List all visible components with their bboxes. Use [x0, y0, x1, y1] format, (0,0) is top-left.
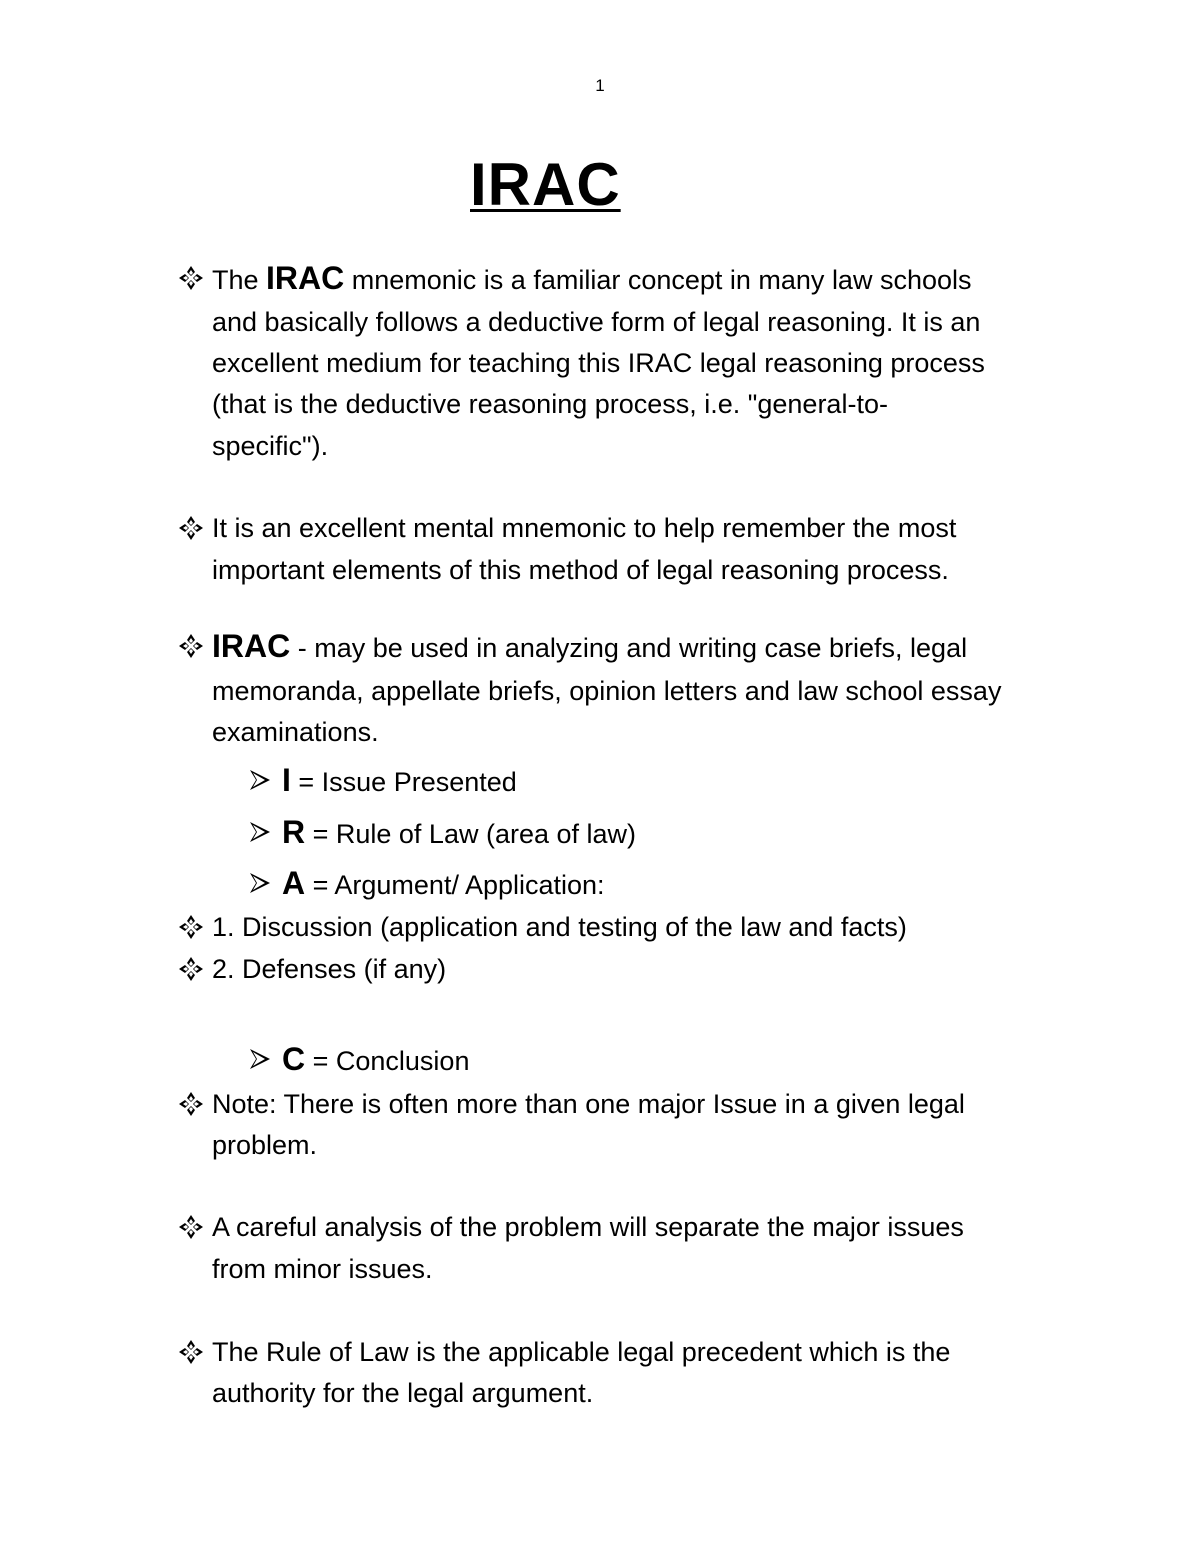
usage-line2: memoranda, appellate briefs, opinion letters and law school essay — [212, 676, 1002, 706]
mnemonic-line2: important elements of this method of legal reasoning process. — [212, 555, 949, 585]
sub-letter: I — [282, 762, 291, 798]
bullet-careful-analysis — [178, 1207, 964, 1247]
bullet-paragraph-usage — [178, 626, 967, 668]
sub-letter: C — [282, 1041, 306, 1077]
rule-line1: The Rule of Law is the applicable legal precedent which is the — [212, 1337, 951, 1367]
sub-text: = Issue Presented — [290, 767, 517, 797]
intro-line2: and basically follows a deductive form of legal reasoning. It is an — [212, 307, 981, 337]
intro-line1: mnemonic is a familiar concept in many law schools — [344, 265, 972, 295]
careful-line2: from minor issues. — [212, 1254, 433, 1284]
sub-text: = Argument/ Application: — [305, 870, 605, 900]
defenses-text: 2. Defenses (if any) — [212, 954, 447, 984]
diamond-bullet-icon — [178, 956, 204, 982]
bullet-paragraph-intro — [178, 258, 972, 300]
intro-pre: The — [212, 265, 267, 295]
bullet-defenses — [178, 949, 446, 989]
page-number: 1 — [595, 76, 605, 95]
diamond-bullet-icon — [178, 633, 204, 659]
arrow-bullet-icon — [248, 768, 272, 792]
mnemonic-line1: It is an excellent mental mnemonic to help remember the most — [212, 513, 957, 543]
intro-line5: specific"). — [212, 431, 329, 461]
diamond-bullet-icon — [178, 515, 204, 541]
diamond-bullet-icon — [178, 914, 204, 940]
discussion-text: 1. Discussion (application and testing of the law and facts) — [212, 912, 907, 942]
sub-item-issue — [248, 760, 517, 802]
irac-keyword: IRAC — [212, 628, 291, 664]
usage-line3: examinations. — [212, 717, 379, 747]
note-line1: Note: There is often more than one major Issue in a given legal — [212, 1089, 965, 1119]
bullet-note — [178, 1084, 965, 1124]
intro-line3: excellent medium for teaching this IRAC legal reasoning process — [212, 348, 985, 378]
bullet-discussion — [178, 907, 907, 947]
sub-letter: R — [282, 814, 306, 850]
irac-keyword: IRAC — [266, 260, 345, 296]
diamond-bullet-icon — [178, 1214, 204, 1240]
bullet-rule-of-law — [178, 1332, 950, 1372]
diamond-bullet-icon — [178, 1339, 204, 1365]
diamond-bullet-icon — [178, 1091, 204, 1117]
arrow-bullet-icon — [248, 871, 272, 895]
intro-line4: (that is the deductive reasoning process, i.e. "general-to- — [212, 389, 888, 419]
sub-item-argument — [248, 863, 605, 905]
sub-item-rule — [248, 812, 636, 854]
arrow-bullet-icon — [248, 1047, 272, 1071]
careful-line1: A careful analysis of the problem will separate the major issues — [212, 1212, 964, 1242]
diamond-bullet-icon — [178, 265, 204, 291]
sub-letter: A — [282, 865, 306, 901]
arrow-bullet-icon — [248, 820, 272, 844]
sub-item-conclusion — [248, 1039, 469, 1081]
bullet-paragraph-mnemonic — [178, 508, 956, 548]
usage-line1: - may be used in analyzing and writing case briefs, legal — [290, 633, 968, 663]
sub-text: = Conclusion — [305, 1046, 470, 1076]
note-line2: problem. — [212, 1130, 318, 1160]
document-title: IRAC — [470, 151, 621, 218]
rule-line2: authority for the legal argument. — [212, 1378, 594, 1408]
sub-text: = Rule of Law (area of law) — [305, 819, 637, 849]
